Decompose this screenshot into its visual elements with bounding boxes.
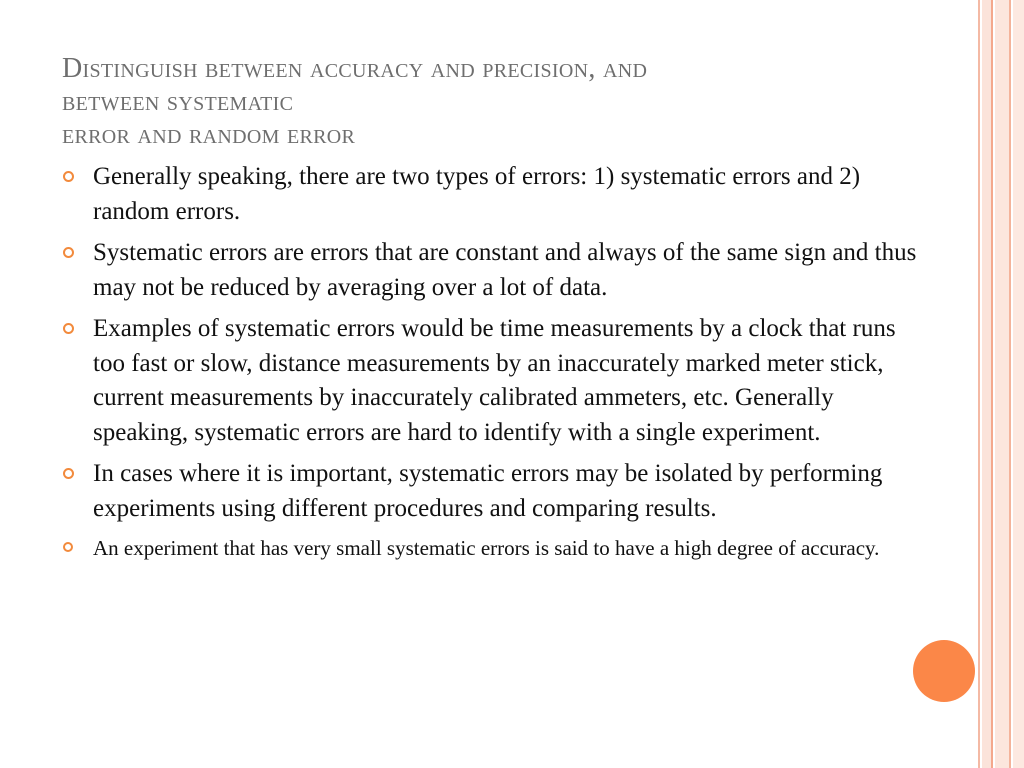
bullet-text: Generally speaking, there are two types of errors: 1) systematic errors and 2) random errors. [93, 163, 861, 225]
circle-bullet-icon [63, 468, 74, 479]
stripe [978, 0, 980, 768]
bullet-text: Systematic errors are errors that are constant and always of the same sign and thus may not be reduced by averaging over a lot of data. [93, 239, 917, 301]
bullet-text: In cases where it is important, systematic errors may be isolated by performing experiments using different procedures and comparing results. [93, 460, 883, 522]
bullet-text: Examples of systematic errors would be time measurements by a clock that runs too fast or slow, distance measurements by an inaccurately marked meter stick, current measurements by inaccurately calibrated ammeters, etc. Generally speaking, systematic errors are hard to identify with a single experiment. [93, 315, 896, 446]
title-line-3: error and random error [62, 119, 356, 150]
circle-bullet-icon [63, 323, 74, 334]
bullet-item [62, 457, 932, 526]
stripe [1009, 0, 1011, 768]
bullet-item [62, 236, 932, 305]
stripe [1013, 0, 1024, 768]
stripe [982, 0, 991, 768]
bullet-item [62, 533, 932, 564]
bullet-item [62, 312, 932, 450]
bullet-item [62, 160, 932, 229]
orange-circle-decoration [913, 640, 975, 702]
stripe [995, 0, 1009, 768]
bullet-list [62, 160, 932, 571]
circle-bullet-icon [63, 247, 74, 258]
stripe [991, 0, 993, 768]
bullet-text: An experiment that has very small systematic errors is said to have a high degree of accuracy. [93, 536, 880, 560]
slide-title [62, 52, 882, 151]
title-line-2: between systematic [62, 86, 294, 117]
circle-bullet-icon [63, 542, 73, 552]
circle-bullet-icon [63, 171, 74, 182]
title-line-1: Distinguish between accuracy and precision, and [62, 53, 648, 84]
decorative-stripes [978, 0, 1024, 768]
